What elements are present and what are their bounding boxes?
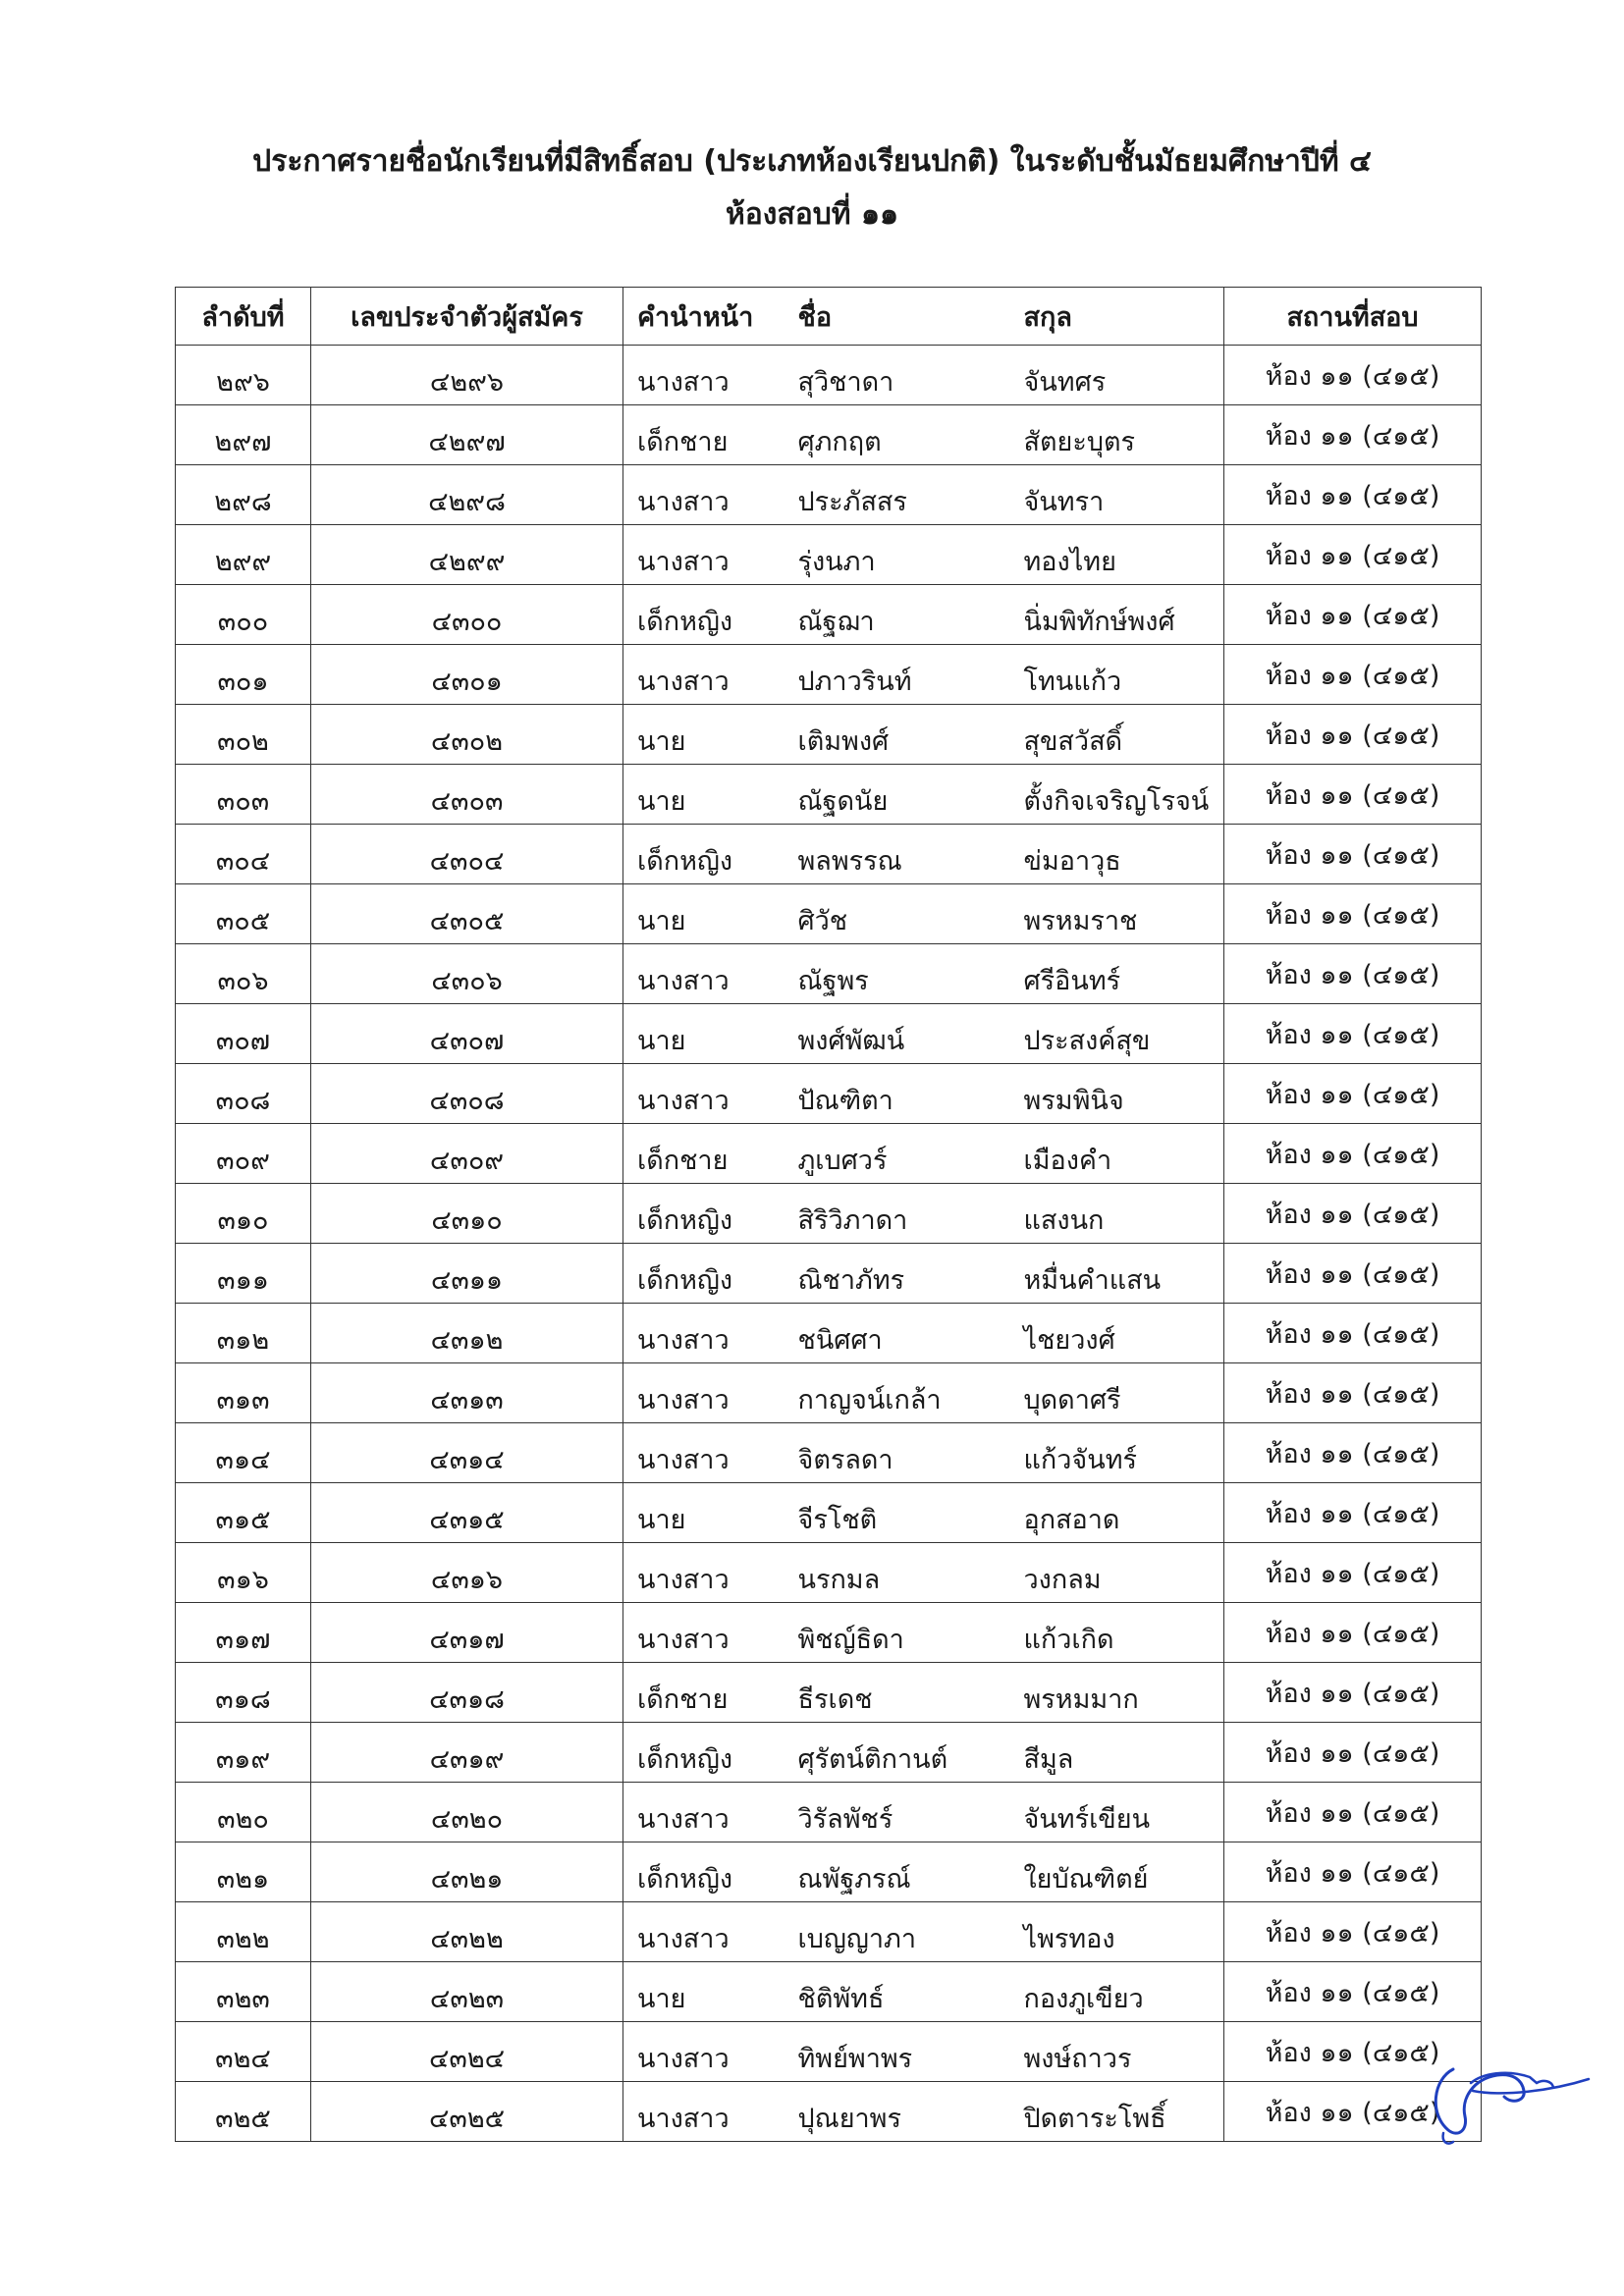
cell-exam-location: ห้อง ๑๑ (๔๑๕) [1224,2022,1482,2082]
cell-prefix: นางสาว [623,346,786,405]
table-row [176,1304,1482,1363]
cell-prefix: นางสาว [623,1902,786,1962]
cell-prefix: นาย [623,765,786,825]
cell-exam-location: ห้อง ๑๑ (๔๑๕) [1224,1124,1482,1184]
cell-first-name: จิตรลดา [786,1423,1012,1483]
cell-prefix: เด็กหญิง [623,1842,786,1902]
cell-applicant-id: ๔๓๑๕ [311,1483,623,1543]
cell-applicant-id: ๔๓๒๕ [311,2082,623,2142]
cell-applicant-id: ๔๓๒๑ [311,1842,623,1902]
cell-exam-location: ห้อง ๑๑ (๔๑๕) [1224,2082,1482,2142]
cell-last-name: หมื่นคำแสน [1012,1244,1224,1304]
table-row [176,1004,1482,1064]
cell-prefix: นางสาว [623,1603,786,1663]
cell-last-name: โทนแก้ว [1012,645,1224,705]
cell-applicant-id: ๔๓๐๘ [311,1064,623,1124]
cell-exam-location: ห้อง ๑๑ (๔๑๕) [1224,1483,1482,1543]
cell-prefix: นางสาว [623,2022,786,2082]
cell-prefix: นางสาว [623,1783,786,1842]
cell-applicant-id: ๔๒๙๘ [311,465,623,525]
cell-first-name: นรกมล [786,1543,1012,1603]
table-row [176,645,1482,705]
cell-last-name: ประสงค์สุข [1012,1004,1224,1064]
cell-exam-location: ห้อง ๑๑ (๔๑๕) [1224,346,1482,405]
table-row [176,1423,1482,1483]
cell-last-name: จันทร์เขียน [1012,1783,1224,1842]
table-row [176,1543,1482,1603]
cell-no: ๓๑๔ [176,1423,311,1483]
cell-last-name: สีมูล [1012,1723,1224,1783]
table-row [176,1723,1482,1783]
cell-last-name: พรมพินิจ [1012,1064,1224,1124]
cell-prefix: นางสาว [623,1363,786,1423]
cell-no: ๓๑๗ [176,1603,311,1663]
cell-first-name: ณัฐพร [786,944,1012,1004]
cell-applicant-id: ๔๓๑๒ [311,1304,623,1363]
table-row [176,465,1482,525]
cell-prefix: เด็กหญิง [623,1723,786,1783]
cell-exam-location: ห้อง ๑๑ (๔๑๕) [1224,1363,1482,1423]
cell-no: ๓๒๔ [176,2022,311,2082]
cell-exam-location: ห้อง ๑๑ (๔๑๕) [1224,705,1482,765]
cell-last-name: ทองไทย [1012,525,1224,585]
cell-applicant-id: ๔๓๑๗ [311,1603,623,1663]
cell-applicant-id: ๔๓๐๖ [311,944,623,1004]
cell-prefix: นางสาว [623,645,786,705]
cell-exam-location: ห้อง ๑๑ (๔๑๕) [1224,1244,1482,1304]
table-row [176,884,1482,944]
cell-exam-location: ห้อง ๑๑ (๔๑๕) [1224,1663,1482,1723]
cell-prefix: นางสาว [623,465,786,525]
cell-applicant-id: ๔๓๐๕ [311,884,623,944]
cell-last-name: สุขสวัสดิ์ [1012,705,1224,765]
cell-exam-location: ห้อง ๑๑ (๔๑๕) [1224,825,1482,884]
cell-applicant-id: ๔๒๙๖ [311,346,623,405]
cell-first-name: พงศ์พัฒน์ [786,1004,1012,1064]
cell-no: ๒๙๗ [176,405,311,465]
cell-prefix: นางสาว [623,2082,786,2142]
cell-first-name: ศิวัช [786,884,1012,944]
cell-prefix: นางสาว [623,1064,786,1124]
cell-no: ๓๐๐ [176,585,311,645]
cell-no: ๓๑๓ [176,1363,311,1423]
cell-applicant-id: ๔๓๐๒ [311,705,623,765]
cell-last-name: กองภูเขียว [1012,1962,1224,2022]
cell-prefix: นาย [623,1962,786,2022]
cell-first-name: เติมพงศ์ [786,705,1012,765]
cell-first-name: ศุภกฤต [786,405,1012,465]
cell-exam-location: ห้อง ๑๑ (๔๑๕) [1224,765,1482,825]
cell-first-name: พิชญ์ธิดา [786,1603,1012,1663]
cell-applicant-id: ๔๓๑๐ [311,1184,623,1244]
cell-first-name: รุ่งนภา [786,525,1012,585]
table-row [176,1663,1482,1723]
cell-exam-location: ห้อง ๑๑ (๔๑๕) [1224,465,1482,525]
cell-no: ๓๐๘ [176,1064,311,1124]
cell-applicant-id: ๔๓๐๔ [311,825,623,884]
cell-no: ๓๐๙ [176,1124,311,1184]
table-row [176,525,1482,585]
table-row [176,705,1482,765]
table-row [176,346,1482,405]
cell-prefix: เด็กชาย [623,405,786,465]
cell-no: ๓๑๒ [176,1304,311,1363]
cell-no: ๒๙๖ [176,346,311,405]
cell-no: ๓๐๕ [176,884,311,944]
table-row [176,585,1482,645]
cell-last-name: พรหมมาก [1012,1663,1224,1723]
cell-first-name: ณิชาภัทร [786,1244,1012,1304]
cell-applicant-id: ๔๓๐๑ [311,645,623,705]
cell-no: ๓๑๖ [176,1543,311,1603]
cell-applicant-id: ๔๓๒๓ [311,1962,623,2022]
cell-prefix: เด็กชาย [623,1124,786,1184]
page-subtitle: ห้องสอบที่ ๑๑ [725,197,899,232]
cell-first-name: ณัฐฌา [786,585,1012,645]
cell-last-name: ข่มอาวุธ [1012,825,1224,884]
cell-exam-location: ห้อง ๑๑ (๔๑๕) [1224,1902,1482,1962]
cell-last-name: เมืองคำ [1012,1124,1224,1184]
cell-last-name: จันทศร [1012,346,1224,405]
cell-first-name: ธีรเดช [786,1663,1012,1723]
column-header-applicant-id: เลขประจำตัวผู้สมัคร [311,288,623,346]
cell-applicant-id: ๔๓๑๙ [311,1723,623,1783]
cell-exam-location: ห้อง ๑๑ (๔๑๕) [1224,1723,1482,1783]
cell-exam-location: ห้อง ๑๑ (๔๑๕) [1224,1423,1482,1483]
cell-prefix: เด็กชาย [623,1663,786,1723]
cell-applicant-id: ๔๓๐๐ [311,585,623,645]
cell-last-name: ตั้งกิจเจริญโรจน์ [1012,765,1224,825]
cell-last-name: นิ่มพิทักษ์พงศ์ [1012,585,1224,645]
cell-applicant-id: ๔๒๙๙ [311,525,623,585]
cell-prefix: เด็กหญิง [623,1184,786,1244]
cell-exam-location: ห้อง ๑๑ (๔๑๕) [1224,1064,1482,1124]
cell-applicant-id: ๔๓๐๙ [311,1124,623,1184]
cell-no: ๓๒๓ [176,1962,311,2022]
signature-icon [1414,2040,1591,2148]
cell-exam-location: ห้อง ๑๑ (๔๑๕) [1224,405,1482,465]
table-row [176,1483,1482,1543]
cell-first-name: เบญญาภา [786,1902,1012,1962]
cell-exam-location: ห้อง ๑๑ (๔๑๕) [1224,645,1482,705]
cell-exam-location: ห้อง ๑๑ (๔๑๕) [1224,1842,1482,1902]
cell-first-name: ประภัสสร [786,465,1012,525]
cell-first-name: ทิพย์พาพร [786,2022,1012,2082]
cell-no: ๓๑๑ [176,1244,311,1304]
cell-last-name: ปิดตาระโพธิ์ [1012,2082,1224,2142]
table-row [176,1603,1482,1663]
cell-no: ๓๒๕ [176,2082,311,2142]
cell-prefix: นางสาว [623,1543,786,1603]
cell-applicant-id: ๔๓๐๓ [311,765,623,825]
cell-first-name: ปภาวรินท์ [786,645,1012,705]
table-row [176,1124,1482,1184]
cell-exam-location: ห้อง ๑๑ (๔๑๕) [1224,1304,1482,1363]
cell-no: ๒๙๙ [176,525,311,585]
cell-exam-location: ห้อง ๑๑ (๔๑๕) [1224,1004,1482,1064]
table-row [176,1962,1482,2022]
cell-prefix: นางสาว [623,525,786,585]
cell-applicant-id: ๔๓๑๓ [311,1363,623,1423]
cell-first-name: วิรัลพัชร์ [786,1783,1012,1842]
table-row [176,2022,1482,2082]
cell-no: ๓๒๐ [176,1783,311,1842]
cell-applicant-id: ๔๓๑๘ [311,1663,623,1723]
cell-first-name: สุวิชาดา [786,346,1012,405]
table-row [176,2082,1482,2142]
cell-exam-location: ห้อง ๑๑ (๔๑๕) [1224,944,1482,1004]
column-header-no: ลำดับที่ [176,288,311,346]
cell-applicant-id: ๔๒๙๗ [311,405,623,465]
cell-first-name: ณพัฐภรณ์ [786,1842,1012,1902]
table-row [176,1244,1482,1304]
table-row [176,944,1482,1004]
cell-exam-location: ห้อง ๑๑ (๔๑๕) [1224,1543,1482,1603]
table-row [176,825,1482,884]
cell-exam-location: ห้อง ๑๑ (๔๑๕) [1224,1184,1482,1244]
cell-last-name: ไชยวงศ์ [1012,1304,1224,1363]
cell-last-name: แก้วจันทร์ [1012,1423,1224,1483]
column-header-first-name: ชื่อ [786,288,1012,346]
cell-no: ๓๐๓ [176,765,311,825]
cell-applicant-id: ๔๓๒๔ [311,2022,623,2082]
cell-last-name: พรหมราช [1012,884,1224,944]
table-row [176,1902,1482,1962]
cell-last-name: จันทรา [1012,465,1224,525]
cell-applicant-id: ๔๓๑๔ [311,1423,623,1483]
cell-first-name: สิริวิภาดา [786,1184,1012,1244]
table-body [176,346,1482,2142]
table-row [176,1842,1482,1902]
cell-exam-location: ห้อง ๑๑ (๔๑๕) [1224,1962,1482,2022]
table-row [176,1184,1482,1244]
cell-first-name: ภูเบศวร์ [786,1124,1012,1184]
cell-last-name: แก้วเกิด [1012,1603,1224,1663]
candidate-table [175,287,1482,2142]
cell-first-name: ศุรัตน์ติกานต์ [786,1723,1012,1783]
cell-no: ๒๙๘ [176,465,311,525]
cell-applicant-id: ๔๓๐๗ [311,1004,623,1064]
cell-exam-location: ห้อง ๑๑ (๔๑๕) [1224,1783,1482,1842]
cell-first-name: ปุณยาพร [786,2082,1012,2142]
table-row [176,765,1482,825]
cell-first-name: ชนิศศา [786,1304,1012,1363]
cell-prefix: นางสาว [623,1304,786,1363]
cell-applicant-id: ๔๓๒๒ [311,1902,623,1962]
cell-no: ๓๐๗ [176,1004,311,1064]
column-header-exam-location: สถานที่สอบ [1224,288,1482,346]
cell-exam-location: ห้อง ๑๑ (๔๑๕) [1224,1603,1482,1663]
cell-no: ๓๑๘ [176,1663,311,1723]
cell-last-name: วงกลม [1012,1543,1224,1603]
cell-no: ๓๒๑ [176,1842,311,1902]
cell-first-name: ชิติพัทธ์ [786,1962,1012,2022]
cell-no: ๓๑๕ [176,1483,311,1543]
cell-prefix: เด็กหญิง [623,585,786,645]
cell-first-name: กาญจน์เกล้า [786,1363,1012,1423]
cell-last-name: อุกสอาด [1012,1483,1224,1543]
cell-no: ๓๐๒ [176,705,311,765]
table-row [176,405,1482,465]
cell-prefix: นาย [623,1483,786,1543]
cell-no: ๓๐๔ [176,825,311,884]
cell-prefix: นาย [623,705,786,765]
table-header-row [176,288,1482,346]
cell-no: ๓๑๙ [176,1723,311,1783]
cell-exam-location: ห้อง ๑๑ (๔๑๕) [1224,585,1482,645]
cell-last-name: ไพรทอง [1012,1902,1224,1962]
cell-last-name: บุดดาศรี [1012,1363,1224,1423]
cell-prefix: นาย [623,1004,786,1064]
cell-no: ๓๐๑ [176,645,311,705]
cell-exam-location: ห้อง ๑๑ (๔๑๕) [1224,884,1482,944]
cell-prefix: นางสาว [623,1423,786,1483]
cell-last-name: ใยบัณฑิตย์ [1012,1842,1224,1902]
cell-exam-location: ห้อง ๑๑ (๔๑๕) [1224,525,1482,585]
cell-prefix: นางสาว [623,944,786,1004]
cell-prefix: เด็กหญิง [623,1244,786,1304]
cell-first-name: จีรโชติ [786,1483,1012,1543]
column-header-last-name: สกุล [1012,288,1224,346]
cell-no: ๓๒๒ [176,1902,311,1962]
cell-no: ๓๑๐ [176,1184,311,1244]
cell-first-name: ปัณฑิตา [786,1064,1012,1124]
cell-applicant-id: ๔๓๑๑ [311,1244,623,1304]
cell-no: ๓๐๖ [176,944,311,1004]
cell-last-name: แสงนก [1012,1184,1224,1244]
cell-prefix: เด็กหญิง [623,825,786,884]
cell-applicant-id: ๔๓๒๐ [311,1783,623,1842]
cell-last-name: สัตยะบุตร [1012,405,1224,465]
cell-first-name: พลพรรณ [786,825,1012,884]
page-title: ประกาศรายชื่อนักเรียนที่มีสิทธิ์สอบ (ประเภทห้องเรียนปกติ) ในระดับชั้นมัธยมศึกษาปีที่ ๔ [252,144,1372,179]
cell-last-name: ศรีอินทร์ [1012,944,1224,1004]
column-header-prefix: คำนำหน้า [623,288,786,346]
cell-prefix: นาย [623,884,786,944]
table-row [176,1064,1482,1124]
table-row [176,1783,1482,1842]
table-row [176,1363,1482,1423]
cell-applicant-id: ๔๓๑๖ [311,1543,623,1603]
cell-last-name: พงษ์ถาวร [1012,2022,1224,2082]
cell-first-name: ณัฐดนัย [786,765,1012,825]
